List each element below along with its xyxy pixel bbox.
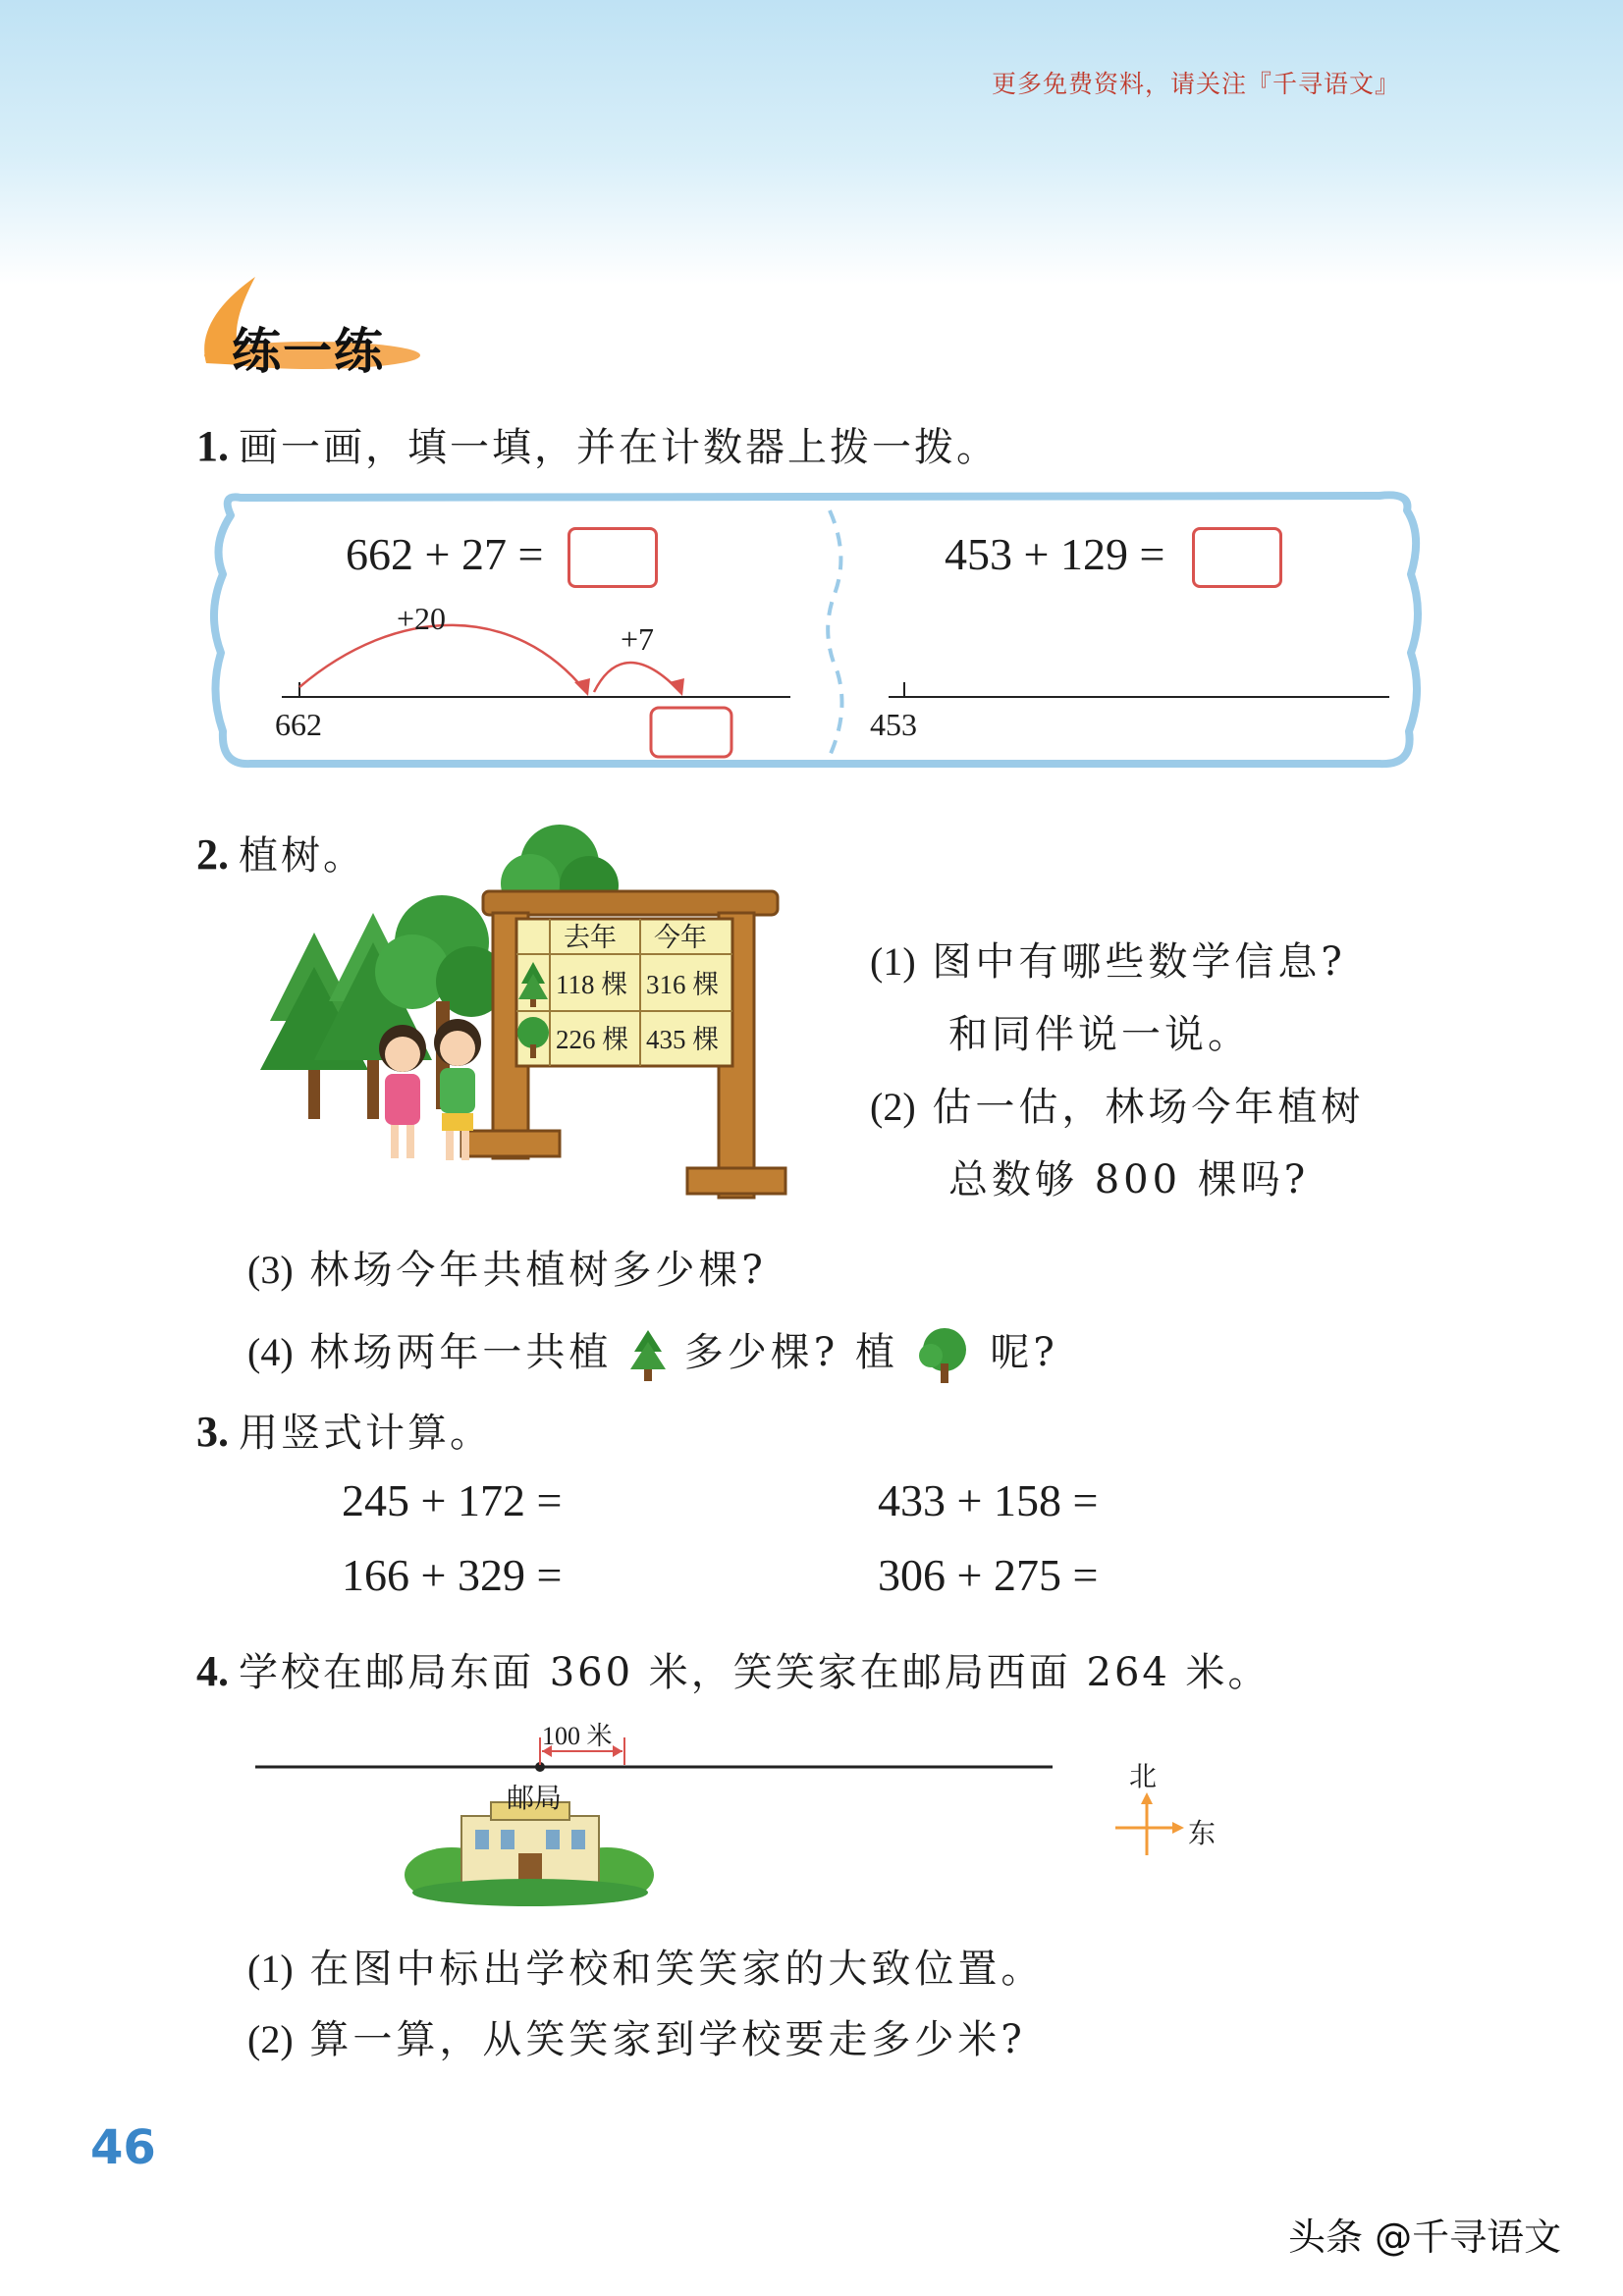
answer-box[interactable] — [1192, 527, 1282, 588]
vertical-calc-equation: 306 + 275 = — [878, 1550, 1099, 1600]
q2-sub3 — [247, 1239, 767, 1295]
sub-text: 在图中标出学校和笑笑家的大致位置。 — [309, 1947, 1045, 1992]
q2-sub2-line2: 总数够 800 棵吗? — [948, 1157, 1310, 1202]
board-header: 今年 — [654, 923, 707, 952]
board-header: 去年 — [564, 923, 617, 952]
watermark-text: 更多免费资料，请关注『千寻语文』 — [992, 70, 1401, 98]
sub-text: 估一估，林场今年植树 — [932, 1085, 1365, 1130]
map-diagram — [255, 1708, 1237, 1904]
number-line-start: 453 — [870, 707, 917, 742]
vertical-calc-equation: 166 + 329 = — [342, 1550, 563, 1600]
question-1 — [196, 416, 999, 472]
vertical-calc-equation: 433 + 158 = — [878, 1475, 1099, 1525]
q4-sub2 — [247, 2008, 1026, 2064]
question-text: 学校在邮局东面 360 米，笑笑家在邮局西面 264 米。 — [239, 1650, 1271, 1695]
board-cell: 118 棵 — [556, 970, 628, 999]
sub-label: (2) — [870, 1085, 916, 1129]
jump-label: +20 — [397, 601, 447, 636]
pine-tree-icon — [628, 1328, 668, 1383]
question-text: 用竖式计算。 — [239, 1411, 492, 1456]
board-cell: 226 棵 — [556, 1025, 629, 1054]
sub-text: 图中有哪些数学信息? — [932, 939, 1346, 985]
north-label: 北 — [1129, 1760, 1158, 1792]
q2-sub4 — [247, 1321, 1058, 1385]
question-number: 1. — [196, 422, 229, 470]
q4-sub1 — [247, 1938, 1044, 1994]
scale-label: 100 米 — [542, 1722, 613, 1750]
sub-label: (1) — [870, 939, 916, 984]
sub-text: 算一算，从笑笑家到学校要走多少米? — [309, 2017, 1026, 2062]
round-tree-icon — [915, 1326, 974, 1385]
children-illustration — [379, 1019, 481, 1160]
question-number: 3. — [196, 1408, 229, 1456]
q2-sub2 — [870, 1076, 1364, 1132]
board-cell: 435 棵 — [646, 1025, 720, 1054]
sub-text: 多少棵? 植 — [683, 1330, 898, 1375]
sub-text: 林场两年一共植 — [309, 1330, 613, 1375]
tree-board-illustration — [265, 825, 795, 1207]
q2-sub1 — [870, 931, 1346, 987]
header-band — [0, 0, 1623, 285]
answer-box[interactable] — [568, 527, 658, 588]
question-text: 画一画，填一填，并在计数器上拨一拨。 — [239, 425, 999, 470]
post-office-label: 邮局 — [507, 1782, 563, 1814]
compass-icon — [1115, 1792, 1184, 1855]
sub-label: (1) — [247, 1947, 294, 1991]
section-title: 练一练 — [232, 323, 385, 380]
page-number: 46 — [90, 2120, 156, 2175]
sub-label: (3) — [247, 1248, 294, 1292]
board-cell: 316 棵 — [646, 970, 720, 999]
source-credit: 头条 @千寻语文 — [1288, 2216, 1562, 2259]
vertical-calc-equation: 245 + 172 = — [342, 1475, 563, 1525]
sub-text: 林场今年共植树多少棵? — [309, 1248, 767, 1293]
q2-sub1-line2: 和同伴说一说。 — [948, 1012, 1251, 1057]
post-office-building-icon — [405, 1802, 654, 1906]
question-number: 2. — [196, 830, 229, 879]
q1-left-equation: 662 + 27 = — [346, 529, 544, 579]
east-label: 东 — [1188, 1817, 1217, 1849]
jump-label: +7 — [621, 621, 655, 657]
question-4 — [196, 1641, 1271, 1697]
sub-text: 呢? — [990, 1330, 1058, 1375]
question-text: 植树。 — [239, 833, 365, 879]
question-number: 4. — [196, 1647, 229, 1695]
sub-label: (2) — [247, 2017, 294, 2061]
number-line-start: 662 — [275, 707, 322, 742]
sub-label: (4) — [247, 1330, 294, 1374]
q1-right-equation: 453 + 129 = — [945, 529, 1165, 579]
question-3 — [196, 1402, 492, 1458]
